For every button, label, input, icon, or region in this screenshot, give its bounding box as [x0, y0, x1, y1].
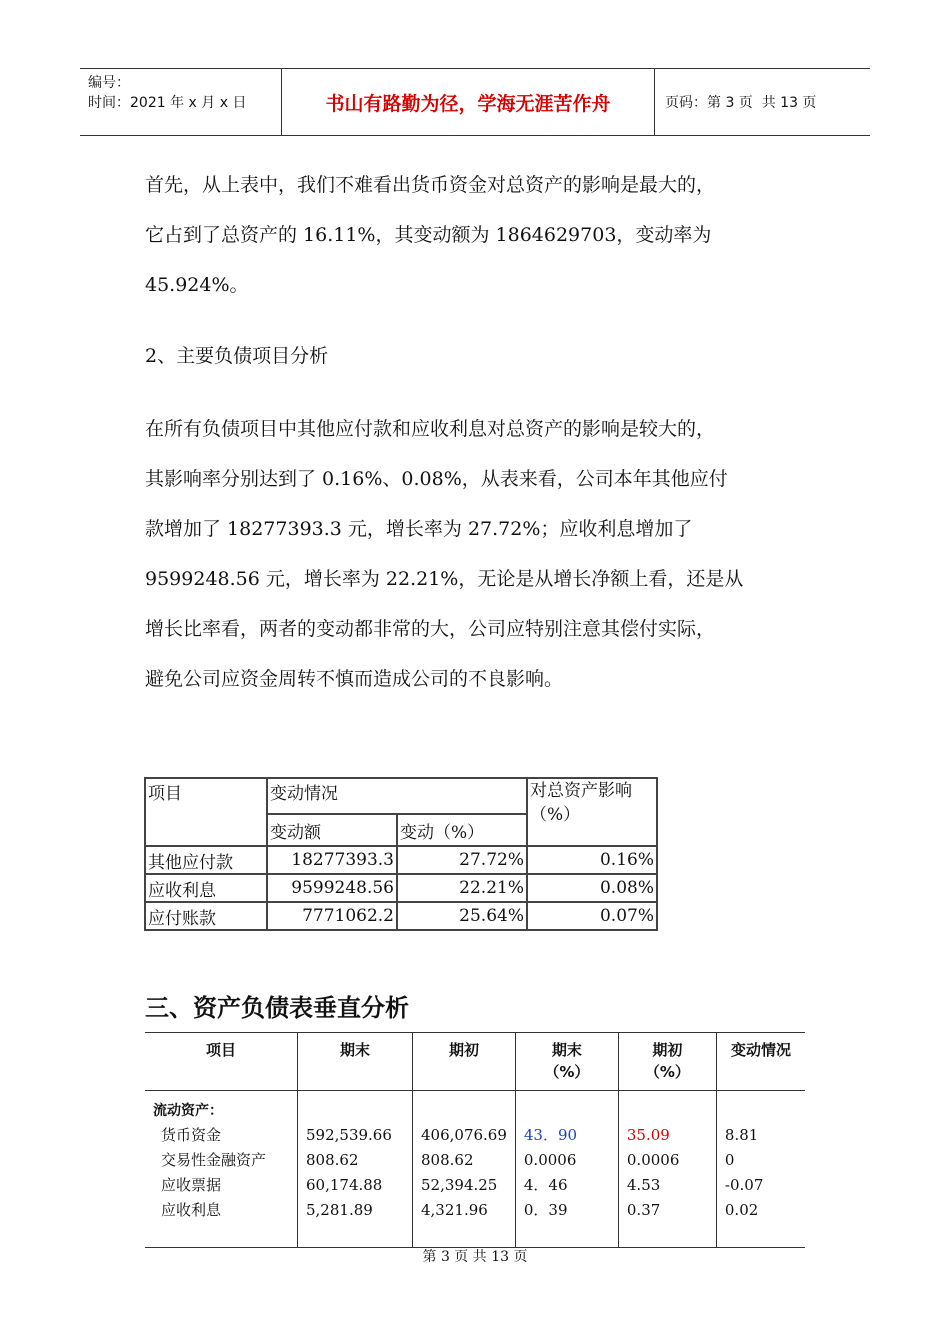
row-impact: 0.07% [527, 902, 657, 930]
row-rate: 25.64% [397, 902, 527, 930]
row-end: 60,174.88 [298, 1172, 413, 1197]
paragraph-line: 增长比率看，两者的变动都非常的大，公司应特别注意其偿付实际， [145, 618, 716, 640]
col-header-item: 项目 [145, 1033, 298, 1091]
row-end: 592,539.66 [298, 1122, 413, 1147]
col-header-end-pct-line1: 期末 [551, 1041, 582, 1059]
row-change: 8.81 [724, 1125, 759, 1144]
col-header-begin-pct-line2: （%） [644, 1063, 690, 1081]
row-item: 应收票据 [145, 1172, 298, 1197]
document-date: 时间：2021 年 x 月 x 日 [88, 95, 247, 111]
col-header-end-pct [515, 1033, 618, 1091]
row-amount: 9599248.56 [267, 874, 397, 902]
row-item: 其他应付款 [145, 846, 267, 874]
row-impact: 0.16% [527, 846, 657, 874]
table-header-impact: 对总资产影响（%） [527, 778, 657, 846]
table-row [145, 874, 657, 902]
row-begin-pct: 0.37 [618, 1197, 716, 1222]
balance-sheet-vertical-table [145, 1032, 805, 1248]
col-header-begin-pct-line1: 期初 [652, 1041, 683, 1059]
row-end-pct: 43．90 [515, 1122, 618, 1147]
row-change: -0.07 [724, 1175, 764, 1194]
header-meta [80, 69, 282, 135]
row-item: 应收利息 [145, 874, 267, 902]
page-header [80, 68, 870, 136]
col-header-begin-pct [618, 1033, 716, 1091]
paragraph-line: 首先，从上表中，我们不难看出货币资金对总资产的影响是最大的， [145, 174, 716, 196]
row-item: 交易性金融资产 [145, 1147, 298, 1172]
header-page-info [655, 69, 870, 135]
table-header-item: 项目 [145, 778, 267, 846]
col-header-change: 变动情况 [716, 1033, 805, 1091]
section2-heading: 2、主要负债项目分析 [145, 345, 329, 367]
page-info-text: 页码：第 3 页 共 13 页 [665, 95, 817, 111]
row-end-pct: 0．39 [515, 1197, 618, 1222]
table-row [145, 1122, 805, 1147]
row-begin-pct: 0.0006 [618, 1147, 716, 1172]
paragraph-line: 45.924%。 [145, 274, 249, 296]
row-item: 货币资金 [145, 1122, 298, 1147]
document-number-label: 编号： [88, 75, 130, 91]
table-row [145, 1197, 805, 1222]
row-change: 0.02 [724, 1200, 759, 1219]
row-begin: 406,076.69 [413, 1122, 516, 1147]
col-header-end: 期末 [298, 1033, 413, 1091]
liability-paragraph [145, 404, 810, 704]
row-rate: 22.21% [397, 874, 527, 902]
row-begin-pct: 4.53 [618, 1172, 716, 1197]
row-end-pct: 4．46 [515, 1172, 618, 1197]
row-begin: 4,321.96 [413, 1197, 516, 1222]
intro-paragraph [145, 160, 810, 310]
table-row [145, 846, 657, 874]
row-begin-pct: 35.09 [618, 1122, 716, 1147]
paragraph-line: 避免公司应资金周转不慎而造成公司的不良影响。 [145, 668, 564, 690]
row-begin: 52,394.25 [413, 1172, 516, 1197]
section-label-current-assets: 流动资产： [145, 1091, 298, 1123]
row-rate: 27.72% [397, 846, 527, 874]
section3-heading: 三、资产负债表垂直分析 [145, 994, 409, 1022]
row-begin: 808.62 [413, 1147, 516, 1172]
row-change: 0 [724, 1150, 735, 1169]
paragraph-line: 其影响率分别达到了 0.16%、0.08%，从表来看，公司本年其他应付 [145, 468, 728, 490]
col-header-end-pct-line2: （%） [544, 1063, 590, 1081]
row-end: 5,281.89 [298, 1197, 413, 1222]
table-row [145, 902, 657, 930]
table-header-change: 变动情况 [267, 778, 527, 814]
row-item: 应收利息 [145, 1197, 298, 1222]
paragraph-line: 9599248.56 元，增长率为 22.21%，无论是从增长净额上看，还是从 [145, 568, 744, 590]
row-item: 应付账款 [145, 902, 267, 930]
table-header-amount: 变动额 [267, 814, 397, 846]
row-impact: 0.08% [527, 874, 657, 902]
row-end-pct: 0.0006 [515, 1147, 618, 1172]
liability-change-table [144, 777, 658, 931]
paragraph-line: 在所有负债项目中其他应付款和应收利息对总资产的影响是较大的， [145, 418, 716, 440]
table-row [145, 1172, 805, 1197]
header-motto: 书山有路勤为径，学海无涯苦作舟 [282, 69, 655, 135]
page-footer: 第 3 页 共 13 页 [422, 1249, 528, 1265]
paragraph-line: 款增加了 18277393.3 元，增长率为 27.72%；应收利息增加了 [145, 518, 693, 540]
col-header-begin: 期初 [413, 1033, 516, 1091]
row-end: 808.62 [298, 1147, 413, 1172]
row-amount: 18277393.3 [267, 846, 397, 874]
row-amount: 7771062.2 [267, 902, 397, 930]
table-row [145, 1147, 805, 1172]
table-header-rate: 变动（%） [397, 814, 527, 846]
paragraph-line: 它占到了总资产的 16.11%，其变动额为 1864629703，变动率为 [145, 224, 712, 246]
